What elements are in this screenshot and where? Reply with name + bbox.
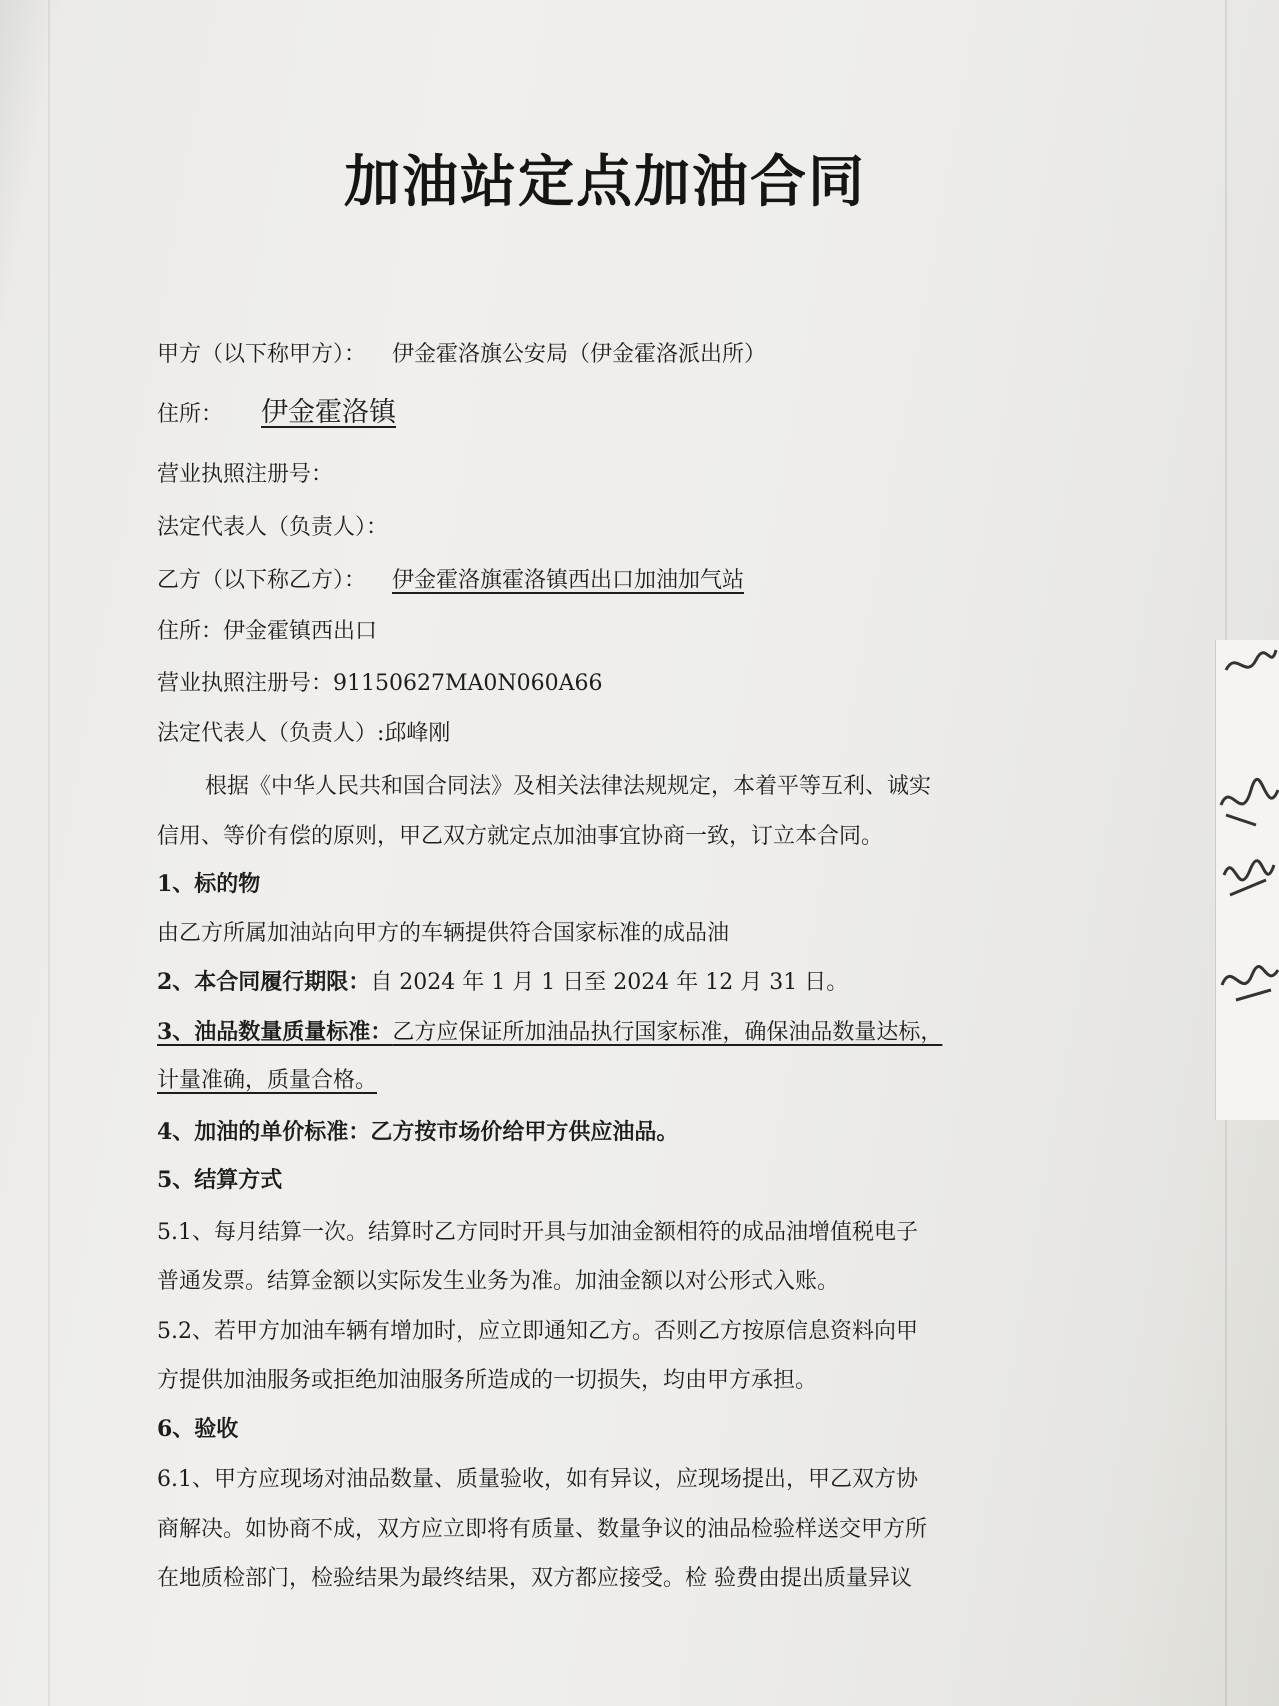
section-2-line — [157, 968, 848, 997]
paper-fold-left — [48, 0, 50, 1706]
party-a-rep-line: 法定代表人（负责人）： — [157, 515, 389, 540]
party-b-address: 住所：伊金霍镇西出口 — [157, 619, 378, 644]
party-b-license: 营业执照注册号：91150627MA0N060A66 — [157, 671, 603, 696]
party-a-address-line — [157, 399, 396, 429]
section-5-1-line-2: 普通发票。结算金额以实际发生业务为准。加油金额以对公形式入账。 — [157, 1269, 840, 1294]
section-6-heading: 6、验收 — [157, 1416, 239, 1442]
section-2-text: 自 2024 年 1 月 1 日至 2024 年 12 月 31 日。 — [370, 970, 849, 995]
section-3-text-1: 乙方应保证所加油品执行国家标准，确保油品数量达标， — [392, 1020, 943, 1045]
section-4-line — [157, 1118, 678, 1147]
section-6-1-line-1: 6.1、甲方应现场对油品数量、质量验收，如有异议，应现场提出，甲乙双方协 — [157, 1467, 918, 1492]
document-title: 加油站定点加油合同 — [344, 150, 866, 215]
party-a-line — [157, 341, 766, 369]
section-3-heading: 3、油品数量质量标准： — [157, 1019, 393, 1045]
section-5-heading: 5、结算方式 — [157, 1167, 283, 1193]
section-3-line-1 — [157, 1018, 942, 1047]
party-a-address-label: 住所： — [157, 402, 224, 427]
handwriting-scribbles — [1216, 640, 1279, 1120]
section-5-2-line-1: 5.2、若甲方加油车辆有增加时，应立即通知乙方。否则乙方按原信息资料向甲 — [157, 1319, 918, 1344]
section-1-heading: 1、标的物 — [157, 871, 261, 897]
section-4-heading: 4、加油的单价标准： — [157, 1119, 371, 1145]
party-a-address: 伊金霍洛镇 — [261, 397, 397, 428]
section-2-heading: 2、本合同履行期限： — [157, 969, 371, 995]
party-b-rep: 法定代表人（负责人）:邱峰刚 — [157, 721, 451, 746]
section-6-1-line-3: 在地质检部门，检验结果为最终结果，双方都应接受。检 验费由提出质量异议 — [157, 1566, 912, 1591]
adjacent-handwritten-sheet — [1215, 640, 1279, 1120]
section-1-text: 由乙方所属加油站向甲方的车辆提供符合国家标准的成品油 — [157, 921, 730, 946]
intro-line-2: 信用、等价有偿的原则，甲乙双方就定点加油事宜协商一致，订立本合同。 — [157, 824, 884, 849]
party-b-label: 乙方（以下称乙方）： — [157, 568, 367, 593]
section-5-1-line-1: 5.1、每月结算一次。结算时乙方同时开具与加油金额相符的成品油增值税电子 — [157, 1220, 918, 1245]
party-b-line — [157, 567, 758, 595]
party-a-name: 伊金霍洛旗公安局（伊金霍洛派出所） — [392, 342, 767, 367]
section-3-line-2: 计量准确，质量合格。 — [157, 1068, 378, 1093]
party-b-name: 伊金霍洛旗霍洛镇西出口加油加气站 — [392, 568, 745, 593]
party-a-license-line: 营业执照注册号： — [157, 462, 334, 487]
section-5-2-line-2: 方提供加油服务或拒绝加油服务所造成的一切损失，均由甲方承担。 — [157, 1368, 818, 1393]
section-6-1-line-2: 商解决。如协商不成，双方应立即将有质量、数量争议的油品检验样送交甲方所 — [157, 1517, 928, 1542]
party-a-label: 甲方（以下称甲方）： — [157, 342, 367, 367]
section-4-text: 乙方按市场价给甲方供应油品。 — [370, 1119, 679, 1145]
intro-line-1: 根据《中华人民共和国合同法》及相关法律法规规定，本着平等互利、诚实 — [205, 774, 932, 799]
